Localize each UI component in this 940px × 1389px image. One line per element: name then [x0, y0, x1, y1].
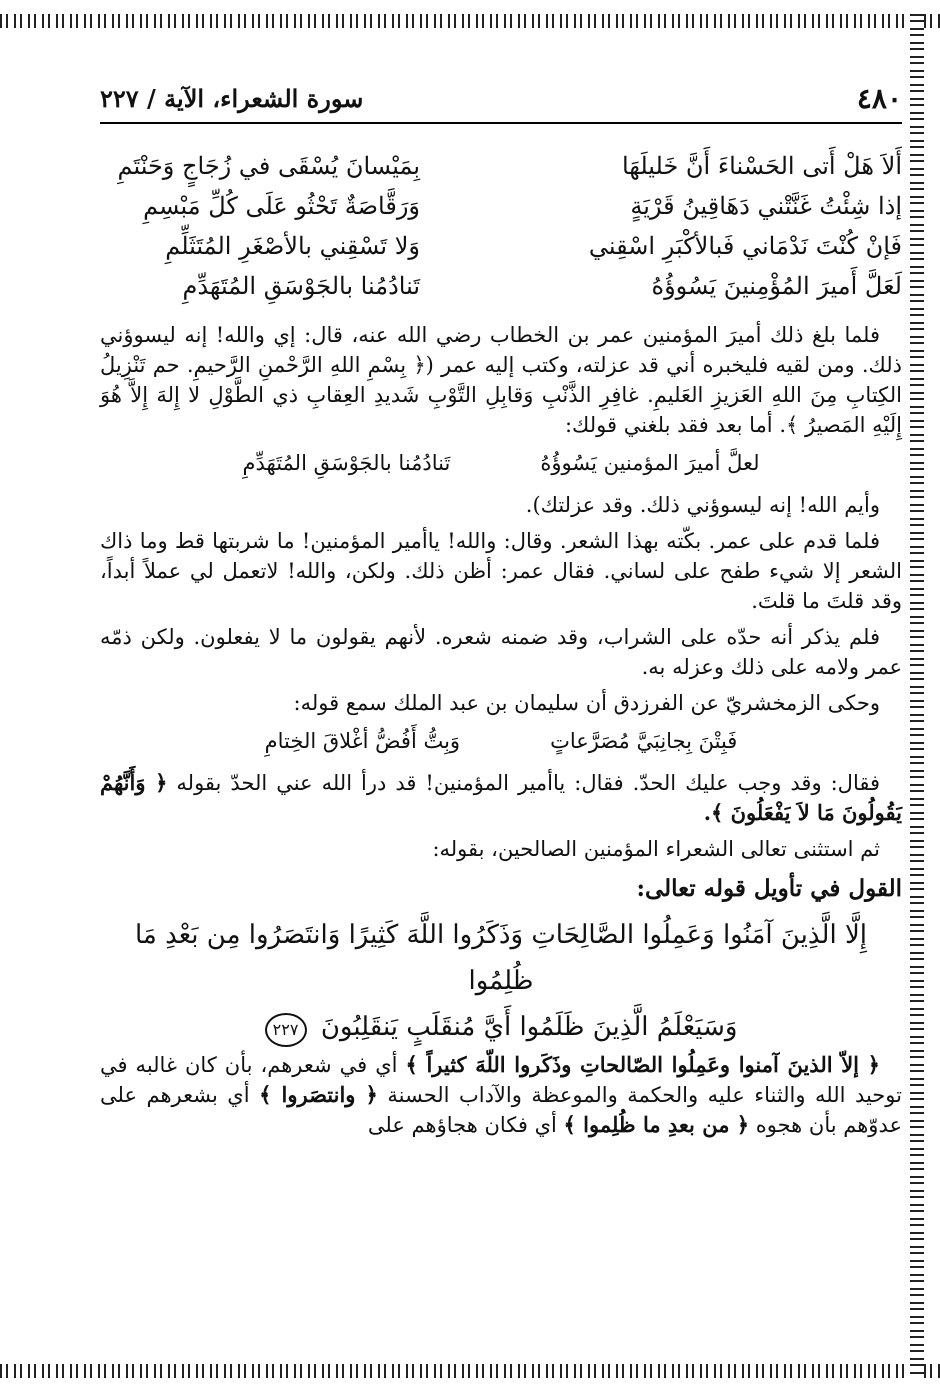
- verse-first-hemistich: لَعَلَّ أَميرَ المُؤْمِنينَ يَسُوؤُهُ: [651, 272, 902, 300]
- paragraph: [100, 1050, 902, 1140]
- paragraph: فلما بلغ ذلك أميرَ المؤمنين عمر بن الخطاب رضي الله عنه، قال: إي والله! إنه ليسوؤني ذلك. ومن لقيه فليخبره أني قد عزلته، وكتب إليه عمر (﴿ بِسْمِ اللهِ الرَّحْمنِ الرَّحيمِ. حم تَنْزِيلُ الكِتابِ مِنَ اللهِ العَزيزِ العَليمِ. غافِرِ الذَّنْبِ وَقابِلِ التَّوْبِ شَديدِ العِقابِ ذي الطَّوْلِ لا إِلهَ إِلاَّ هُوَ إِلَيْهِ المَصيرُ ﴾. أما بعد فقد بلغني قولك:: [100, 323, 902, 437]
- verse-first-hemistich: إذا شِئْتُ غَنَّتْني دَهَاقِينُ قَرْيَةٍ: [630, 192, 902, 220]
- paragraph-text: أي فكان هجاؤهم على: [367, 1113, 564, 1137]
- couplet-second-hemistich: وَبِتُّ أَفُضُّ أغْلاقَ الخِتامِ: [264, 729, 461, 753]
- quran-quote: ﴿ وانتصَروا ﴾: [259, 1082, 378, 1107]
- bottom-border: [0, 1364, 940, 1378]
- paragraph: ثم استثنى تعالى الشعراء المؤمنين الصالحين، بقوله:: [432, 837, 880, 861]
- right-border: [910, 14, 924, 1378]
- quoted-couplet: [100, 726, 902, 756]
- quran-verse-line: إِلَّا الَّذِينَ آمَنُوا وَعَمِلُوا الصَّالِحَاتِ وَذَكَرُوا اللَّهَ كَثِيرًا وَانتَصَرُوا مِن بَعْدِ مَا ظُلِمُوا: [134, 920, 867, 996]
- verse-second-hemistich: وَرَقَّاصَةٌ تَحْثُو عَلَى كُلِّ مَبْسِمِ: [143, 192, 420, 220]
- running-title: سورة الشعراء، الآية / ٢٢٧: [100, 84, 364, 113]
- paragraph: فلم يذكر أنه حدّه على الشراب، وقد ضمنه شعره. لأنهم يقولون ما لا يفعلون. ولكن ذمّه عمر ولامه على ذلك وعزله به.: [100, 625, 902, 679]
- paragraph: فلما قدم على عمر. بكّته بهذا الشعر. وقال: والله! ياأمير المؤمنين! ما شربتها قط وما ذاك الشعر إلا شيء طفح على لساني. فقال عمر: أظن ذلك. ولكن، والله! لاتعمل لي عملاً أبداً، وقد قلتَ ما قلتَ.: [100, 529, 902, 613]
- section-heading: القول في تأويل قوله تعالى:: [636, 875, 902, 902]
- quoted-couplet: [100, 448, 902, 478]
- poem: [100, 146, 902, 306]
- quran-quote: ﴿ من بعدِ ما ظُلِموا ﴾: [563, 1112, 750, 1137]
- paragraph-text: أي بشعرهم على عدوّهم بأن هجوه: [100, 1083, 902, 1137]
- paragraph: [100, 768, 902, 828]
- couplet-first-hemistich: فَبِتْنَ بِجانِبَيَّ مُصَرَّعاتٍ: [550, 729, 738, 753]
- couplet-second-hemistich: تَنادُمُنا بالجَوْسَقِ المُتَهَدِّمِ: [242, 451, 451, 475]
- paragraph: وأيم الله! إنه ليسوؤني ذلك. وقد عزلتك).: [525, 493, 880, 517]
- verse-second-hemistich: تَنادُمُنا بالجَوْسَقِ المُتَهَدِّمِ: [182, 272, 420, 300]
- paragraph: وحكى الزمخشريّ عن الفرزدق أن سليمان بن عبد الملك سمع قوله:: [293, 691, 880, 715]
- poem-verse: [100, 146, 902, 186]
- paragraph-text: فقال: وقد وجب عليك الحدّ. فقال: ياأمير المؤمنين! قد درأ الله عني الحدّ بقوله: [167, 771, 880, 795]
- poem-verse: [100, 226, 902, 266]
- quran-quote: ﴿ إلاّ الذينَ آمنوا وعَمِلُوا الصّالحاتِ وذَكَروا اللّهَ كثيراً ﴾: [405, 1052, 880, 1077]
- couplet-first-hemistich: لعلَّ أميرَ المؤمنين يَسُوؤُهُ: [540, 451, 760, 475]
- poem-verse: [100, 266, 902, 306]
- verse-second-hemistich: بِمَيْسانَ يُسْقَى في زُجَاجٍ وَحَنْتَمِ: [117, 152, 420, 180]
- quran-quote: ﴿ وَأَنَّهُمْ يَقُولُونَ مَا لاَ يَفْعَلُونَ ﴾.: [100, 770, 902, 825]
- top-border: [0, 14, 940, 28]
- body-text: [100, 320, 902, 1146]
- quran-verse-line: [100, 1004, 902, 1050]
- page-header: [100, 82, 902, 124]
- ayah-number-icon: ٢٢٧: [265, 1013, 307, 1047]
- quran-verse-text: وَسَيَعْلَمُ الَّذِينَ ظَلَمُوا أَيَّ مُنقَلَبٍ يَنقَلِبُونَ: [320, 1012, 738, 1042]
- paragraph-text: أي في شعرهم، بأن كان غالبه في توحيد الله والثناء عليه والحكمة والموعظة والآداب الحسنة: [100, 1053, 902, 1107]
- verse-second-hemistich: وَلا تَسْقِني بالأصْغَرِ المُتَثَلِّمِ: [165, 232, 420, 260]
- page: [100, 70, 902, 1360]
- page-number: ٤٨٠: [856, 82, 902, 115]
- verse-first-hemistich: فَإنْ كُنْتَ نَدْمَاني فَبالأكْبَرِ اسْقِني: [588, 232, 902, 260]
- verse-first-hemistich: أَلاَ هَلْ أَتى الحَسْناءَ أَنَّ خَليلَهَا: [621, 152, 902, 180]
- poem-verse: [100, 186, 902, 226]
